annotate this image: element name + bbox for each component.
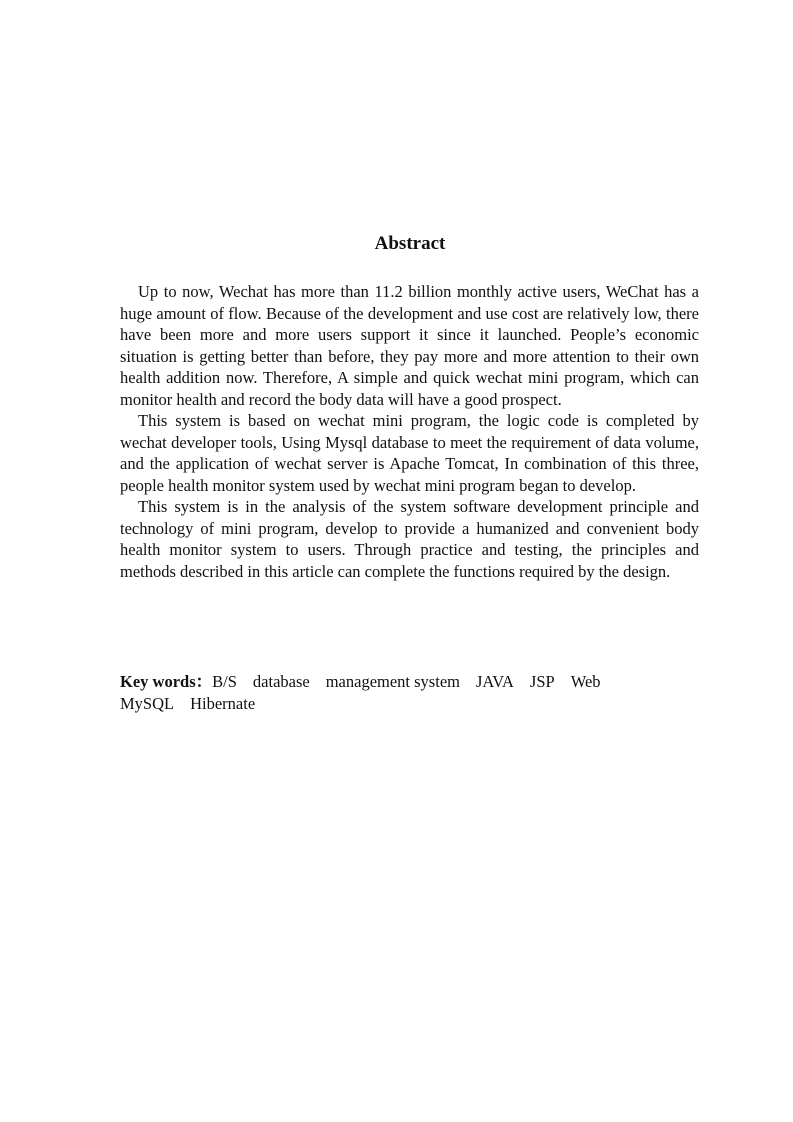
keyword-item: Web: [570, 672, 601, 691]
keyword-item: database: [252, 672, 310, 691]
abstract-title: Abstract: [374, 233, 446, 254]
keyword-item: B/S: [212, 672, 237, 691]
keyword-item: JSP: [529, 672, 555, 691]
keywords-line: [120, 671, 700, 714]
keyword-item: JAVA: [475, 672, 514, 691]
keyword-item: MySQL: [120, 693, 175, 713]
keyword-item: Hibernate: [190, 693, 256, 713]
keywords-label: Key words：: [120, 672, 213, 691]
abstract-paragraph-2: This system is based on wechat mini program, the logic code is completed by wechat developer tools, Using Mysql database to meet the requirement of data volume, and the application of wechat server is Apache Tomcat, In combination of this three, people health monitor system used by wechat mini program began to develop.: [120, 411, 699, 495]
keyword-item: management system: [325, 672, 460, 691]
abstract-paragraph-3: This system is in the analysis of the system software development principle and technology of mini program, develop to provide a humanized and convenient body health monitor system to users. Through practice and testing, the principles and methods described in this article can complete the functions required by the design.: [120, 497, 699, 581]
abstract-paragraph-1: Up to now, Wechat has more than 11.2 billion monthly active users, WeChat has a huge amount of flow. Because of the development and use cost are relatively low, there have been more and more users support it since it launched. People’s economic situation is getting better than before, they pay more and more attention to their own health addition now. Therefore, A simple and quick wechat mini program, which can monitor health and record the body data will have a good prospect.: [120, 282, 699, 409]
abstract-body: [120, 281, 699, 582]
